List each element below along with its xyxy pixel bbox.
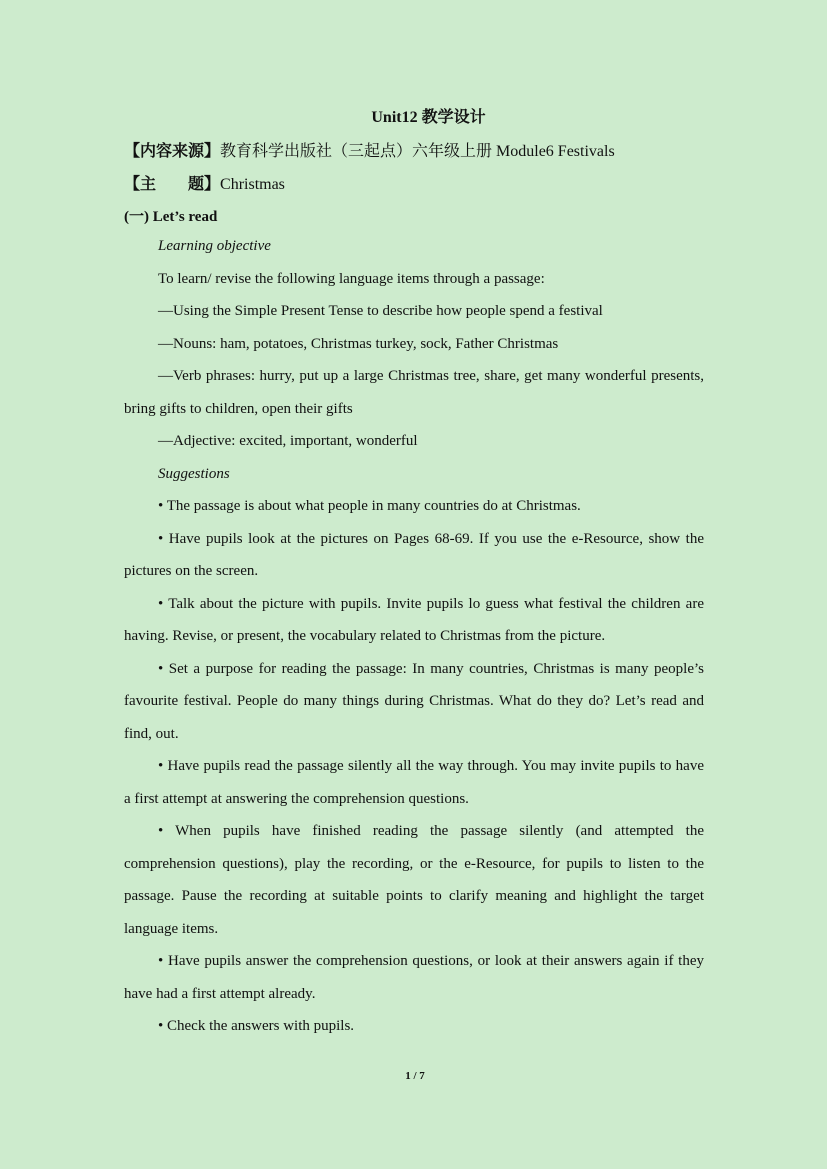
- content-source-value: 教育科学出版社（三起点）六年级上册 Module6 Festivals: [220, 143, 615, 160]
- paragraph: • Have pupils answer the comprehension questions, or look at their answers again if they have had a first attempt already.: [124, 953, 704, 1002]
- topic-line: [124, 171, 285, 194]
- paragraph: —Nouns: ham, potatoes, Christmas turkey, sock, Father Christmas: [158, 335, 559, 352]
- paragraph: • Check the answers with pupils.: [158, 1018, 355, 1034]
- paragraph: • Have pupils read the passage silently all the way through. You may invite pupils to have a first attempt at answering the comprehension questions.: [124, 758, 704, 807]
- subheading-learning-objective: Learning objective: [158, 238, 271, 254]
- document-title: Unit12 教学设计: [371, 109, 486, 126]
- page-number: 1 / 7: [405, 1070, 425, 1082]
- topic-label: 【主 题】: [124, 176, 221, 193]
- paragraph: —Adjective: excited, important, wonderful: [158, 433, 418, 449]
- content-source-label: 【内容来源】: [124, 143, 221, 160]
- paragraph: • Talk about the picture with pupils. Invite pupils lo guess what festival the children are having. Revise, or present, the vocabulary related to Christmas from the picture.: [124, 595, 704, 644]
- topic-value: Christmas: [220, 176, 285, 193]
- paragraph: • When pupils have finished reading the passage silently (and attempted the comprehension questions), play the recording, or the e-Resource, for pupils to listen to the passage. Pause the recording at suitable points to clarify meaning and highlight the target language items.: [124, 823, 704, 937]
- paragraph: • Have pupils look at the pictures on Pages 68-69. If you use the e-Resource, show the pictures on the screen.: [124, 530, 704, 579]
- paragraph: —Verb phrases: hurry, put up a large Christmas tree, share, get many wonderful presents, bring gifts to children, open their gifts: [124, 368, 704, 417]
- content-source-line: [124, 138, 615, 161]
- paragraph: To learn/ revise the following language items through a passage:: [158, 270, 545, 287]
- section-heading: (一) Let’s read: [124, 209, 218, 225]
- document-body: [124, 230, 704, 1043]
- paragraph: —Using the Simple Present Tense to describe how people spend a festival: [158, 303, 603, 319]
- subheading-suggestions: Suggestions: [158, 465, 230, 482]
- paragraph: • Set a purpose for reading the passage: In many countries, Christmas is many people’s favourite festival. People do many things during Christmas. What do they do? Let’s read and find, out.: [124, 660, 704, 742]
- paragraph: • The passage is about what people in many countries do at Christmas.: [158, 498, 581, 514]
